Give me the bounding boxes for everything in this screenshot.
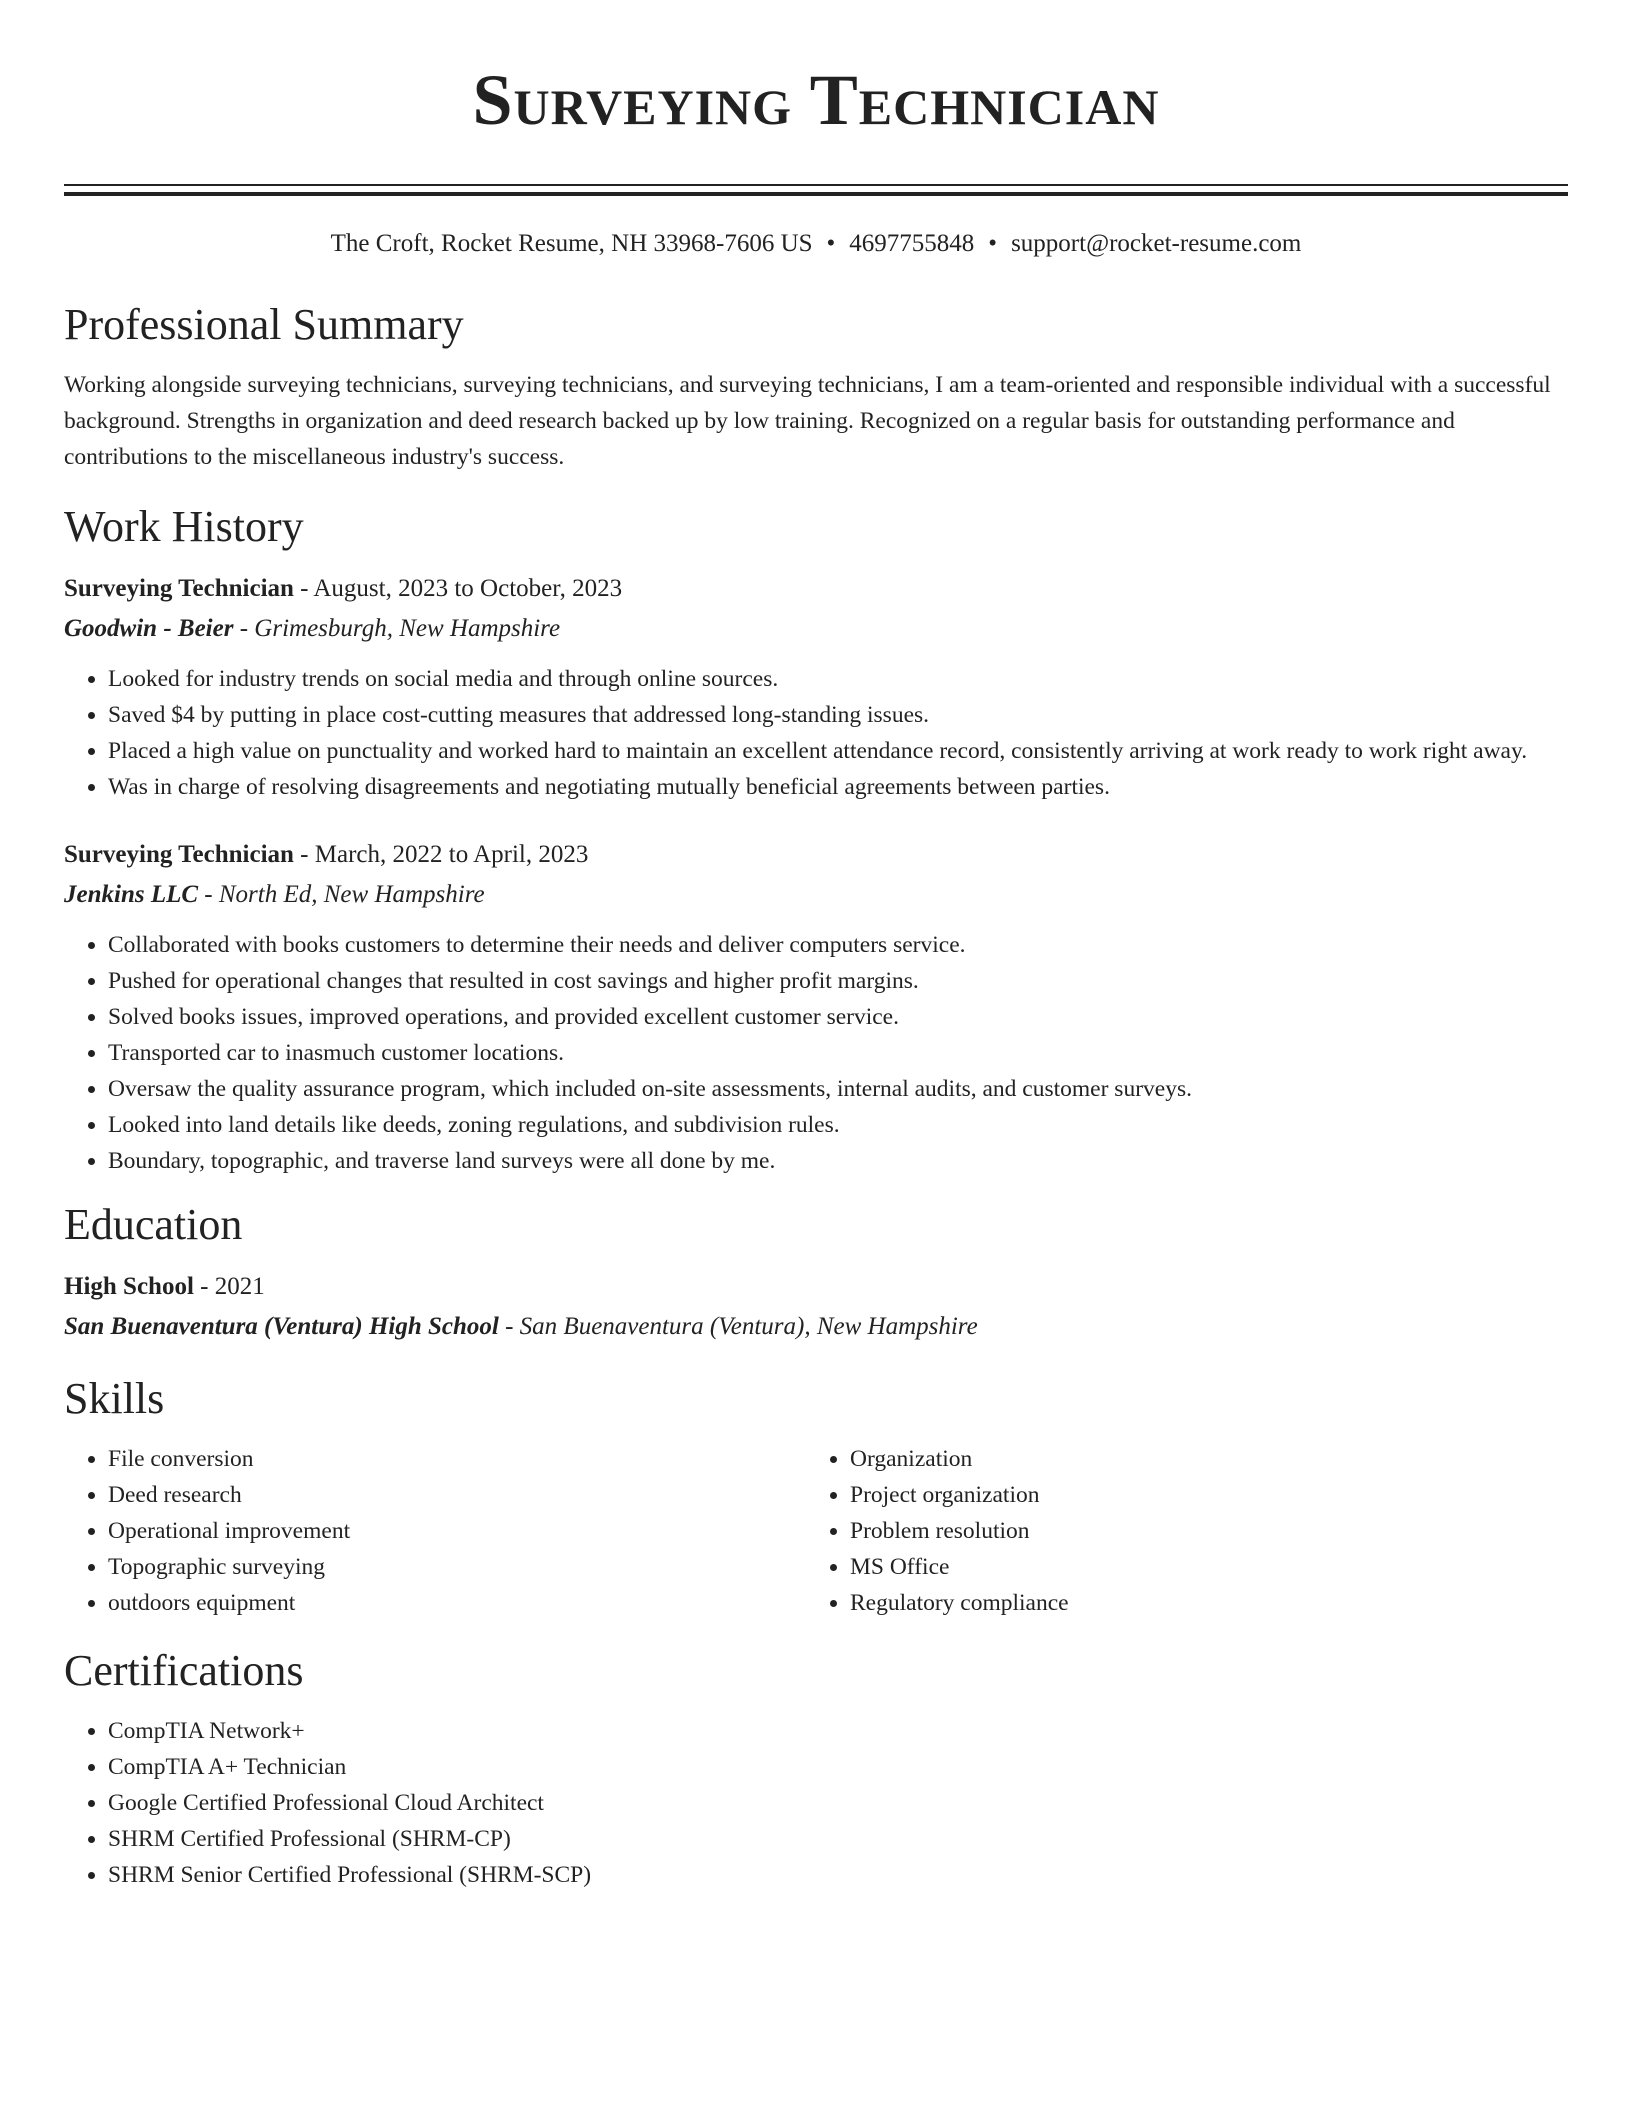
job-dates: August, 2023 to October, 2023 [313,575,623,602]
education-school-line [64,1307,1568,1347]
certification-item: • SHRM Certified Professional (SHRM-CP) [108,1821,1568,1857]
skill-item: • outdoors equipment [108,1585,806,1621]
education-location: San Buenaventura (Ventura), New Hampshire [519,1313,978,1340]
job-location: Grimesburgh, New Hampshire [254,615,561,642]
skills-columns [64,1441,1568,1621]
dash: - [498,1313,520,1340]
certification-item: • Google Certified Professional Cloud Architect [108,1785,1568,1821]
job-title-line [64,835,1568,875]
job-bullet: • Collaborated with books customers to determine their needs and deliver computers service. [108,927,1568,963]
job-bullet: • Transported car to inasmuch customer locations. [108,1035,1568,1071]
skill-item: • Topographic surveying [108,1549,806,1585]
education-school: San Buenaventura (Ventura) High School [64,1313,499,1340]
summary-text: Working alongside surveying technicians, surveying technicians, and surveying technicians, I am a team-oriented and responsible individual with a successful background. Strengths in organization and deed research backed up by low training. Recognized on a regular basis for outstanding performance and contributions to the miscellaneous industry's success. [64,372,1551,470]
certification-item: • SHRM Senior Certified Professional (SHRM-SCP) [108,1857,1568,1893]
dash: - [293,575,314,602]
skills-column-left [64,1441,806,1621]
skill-item: • File conversion [108,1441,806,1477]
contact-separator: • [826,230,836,257]
skills-list [806,1441,1548,1621]
job-entry [64,835,1568,1179]
job-title: Surveying Technician [64,841,294,868]
job-bullet: • Placed a high value on punctuality and worked hard to maintain an excellent attendance record, consistently arriving at work ready to work right away. [108,733,1568,769]
section-heading-work-history: Work History [64,502,304,551]
contact-separator: • [988,230,998,257]
header-divider [64,184,1568,196]
contact-address: The Croft, Rocket Resume, NH 33968-7606 US [330,230,813,257]
skill-item: • Operational improvement [108,1513,806,1549]
section-heading-summary: Professional Summary [64,300,464,349]
job-company: Goodwin - Beier [64,615,234,642]
resume-name: Surveying Technician [472,60,1160,140]
job-bullets [64,927,1568,1179]
contact-phone: 4697755848 [849,230,975,257]
dash: - [198,881,219,908]
section-heading-skills: Skills [64,1374,165,1423]
skill-item: • Project organization [850,1477,1548,1513]
dash: - [233,615,255,642]
certification-item: • CompTIA A+ Technician [108,1749,1568,1785]
skills-column-right [806,1441,1548,1621]
job-location: North Ed, New Hampshire [218,881,485,908]
job-dates: March, 2022 to April, 2023 [314,841,589,868]
contact-email: support@rocket-resume.com [1011,230,1302,257]
job-org-line [64,609,1568,649]
skill-item: • Problem resolution [850,1513,1548,1549]
job-company: Jenkins LLC [64,881,199,908]
job-bullet: • Saved $4 by putting in place cost-cutting measures that addressed long-standing issues. [108,697,1568,733]
dash: - [293,841,315,868]
job-bullet: • Was in charge of resolving disagreements and negotiating mutually beneficial agreements between parties. [108,769,1568,805]
skills-list [64,1441,806,1621]
skill-item: • Deed research [108,1477,806,1513]
job-bullet: • Boundary, topographic, and traverse land surveys were all done by me. [108,1143,1568,1179]
job-bullet: • Pushed for operational changes that resulted in cost savings and higher profit margins. [108,963,1568,999]
dash: - [193,1273,215,1300]
skill-item: • Organization [850,1441,1548,1477]
skill-item: • MS Office [850,1549,1548,1585]
job-bullets [64,661,1568,805]
job-bullet: • Oversaw the quality assurance program, which included on-site assessments, internal audits, and customer surveys. [108,1071,1568,1107]
section-heading-education: Education [64,1200,243,1249]
contact-line [64,229,1568,259]
job-bullet: • Looked into land details like deeds, zoning regulations, and subdivision rules. [108,1107,1568,1143]
job-bullet: • Looked for industry trends on social media and through online sources. [108,661,1568,697]
job-title: Surveying Technician [64,575,294,602]
job-title-line [64,569,1568,609]
education-year: 2021 [214,1273,265,1300]
section-heading-certifications: Certifications [64,1646,304,1695]
education-entry [64,1267,1568,1347]
certification-item: • CompTIA Network+ [108,1713,1568,1749]
job-bullet: • Solved books issues, improved operations, and provided excellent customer service. [108,999,1568,1035]
education-degree-line [64,1267,1568,1307]
education-degree: High School [64,1273,194,1300]
job-entry [64,569,1568,805]
job-org-line [64,875,1568,915]
skill-item: • Regulatory compliance [850,1585,1548,1621]
certifications-list [64,1713,1568,1893]
